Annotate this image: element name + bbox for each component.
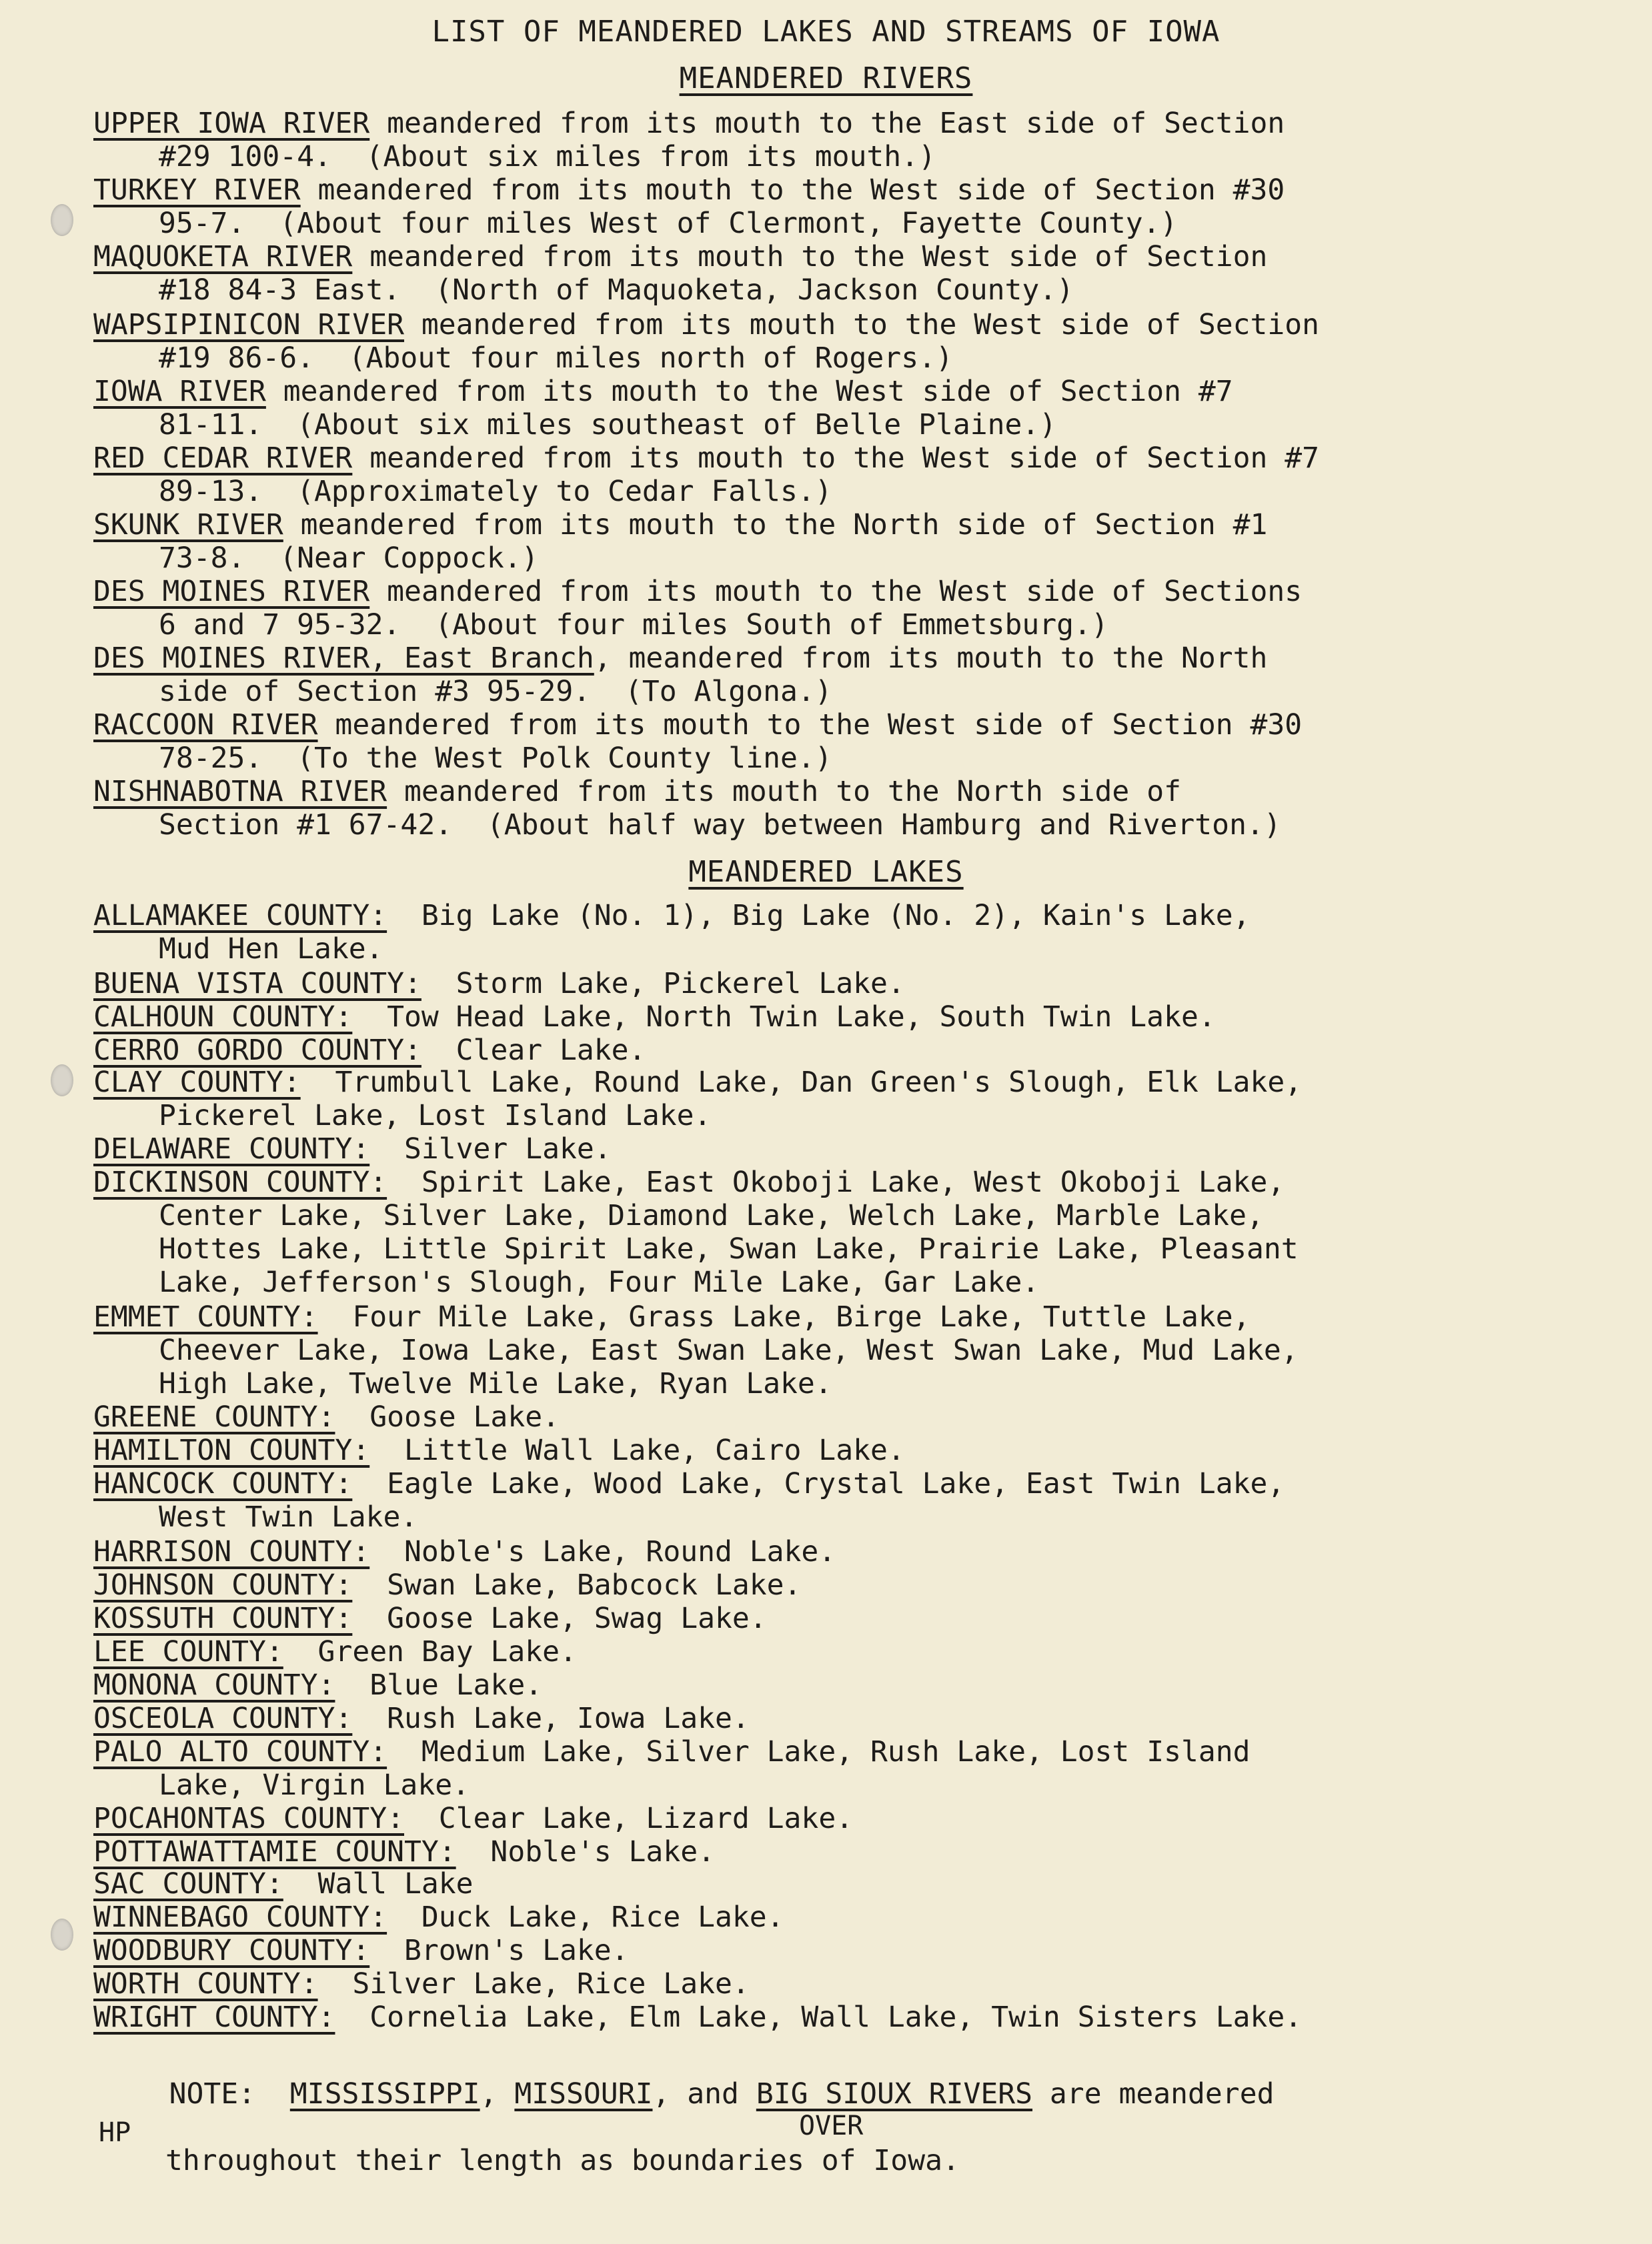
county-entry (93, 899, 1627, 966)
county-entry (93, 1702, 1627, 1735)
punch-hole (51, 1064, 73, 1096)
lake-list-continuation: Mud Hen Lake. (159, 932, 383, 966)
river-entry (93, 642, 1627, 708)
lake-list-continuation: Lake, Virgin Lake. (159, 1769, 470, 1802)
county-name: MONONA COUNTY: (93, 1668, 335, 1702)
note: NOTE: MISSISSIPPI, MISSOURI, and BIG SIOUX RIVERS are meandered throughout their length as boundaries of Iowa. (100, 2044, 1634, 2244)
river-text: meandered from its mouth to the West side of Section (352, 240, 1268, 273)
county-entry (93, 1901, 1627, 1934)
river-continuation: 81-11. (About six miles southeast of Belle Plaine.) (159, 408, 1057, 441)
county-entry (93, 1132, 1627, 1166)
county-entry (93, 1000, 1627, 1034)
river-text: meandered from its mouth to the West side of Section #7 (265, 375, 1233, 408)
county-entry (93, 1635, 1627, 1668)
county-name: EMMET COUNTY: (93, 1300, 318, 1334)
lake-list: Noble's Lake. (456, 1835, 715, 1869)
lake-list: Clear Lake, Lizard Lake. (404, 1802, 854, 1835)
county-entry (93, 1668, 1627, 1702)
county-entry (93, 1934, 1627, 1967)
river-text: meandered from its mouth to the North side of (387, 775, 1181, 808)
river-text: meandered from its mouth to the North side of Section #1 (283, 508, 1268, 541)
river-entry (93, 575, 1627, 642)
river-continuation: #29 100-4. (About six miles from its mouth.) (159, 140, 936, 173)
county-entry (93, 1467, 1627, 1534)
note-river: BIG SIOUX RIVERS (756, 2077, 1033, 2111)
river-name: NISHNABOTNA RIVER (93, 775, 387, 808)
river-entry (93, 375, 1627, 441)
county-name: ALLAMAKEE COUNTY: (93, 899, 387, 932)
county-name: DICKINSON COUNTY: (93, 1166, 387, 1199)
note-label: NOTE: (169, 2077, 256, 2111)
river-text: meandered from its mouth to the West side of Section (404, 308, 1320, 341)
lake-list: Storm Lake, Pickerel Lake. (421, 967, 905, 1000)
lake-list-continuation: High Lake, Twelve Mile Lake, Ryan Lake. (159, 1367, 832, 1400)
lake-list: Duck Lake, Rice Lake. (387, 1901, 784, 1934)
county-entry (93, 1066, 1627, 1132)
county-entry (93, 1602, 1627, 1635)
river-text: meandered from its mouth to the West side of Sections (369, 575, 1303, 608)
county-name: JOHNSON COUNTY: (93, 1568, 353, 1602)
river-name: TURKEY RIVER (93, 173, 301, 207)
county-name: WRIGHT COUNTY: (93, 2001, 335, 2034)
lake-list: Noble's Lake, Round Lake. (369, 1535, 836, 1568)
county-entry (93, 1568, 1627, 1602)
county-name: WORTH COUNTY: (93, 1967, 318, 2001)
lake-list: Silver Lake. (369, 1132, 612, 1166)
lake-list: Big Lake (No. 1), Big Lake (No. 2), Kain's Lake, (387, 899, 1251, 932)
lake-list: Four Mile Lake, Grass Lake, Birge Lake, Tuttle Lake, (317, 1300, 1251, 1334)
county-entry (93, 967, 1627, 1000)
county-entry (93, 1802, 1627, 1835)
river-name: WAPSIPINICON RIVER (93, 308, 404, 341)
lake-list-continuation: Pickerel Lake, Lost Island Lake. (159, 1099, 712, 1132)
footer-initials: HP (99, 2117, 131, 2148)
county-name: LEE COUNTY: (93, 1635, 283, 1668)
county-name: CERRO GORDO COUNTY: (93, 1034, 422, 1067)
county-entry (93, 1400, 1627, 1434)
county-name: WOODBURY COUNTY: (93, 1934, 370, 1967)
river-entry (93, 107, 1627, 173)
county-name: POTTAWATTAMIE COUNTY: (93, 1835, 456, 1869)
river-name: RACCOON RIVER (93, 708, 318, 742)
county-entry (93, 1867, 1627, 1901)
county-entry (93, 1166, 1627, 1299)
lake-list: Blue Lake. (335, 1668, 543, 1702)
lake-list: Medium Lake, Silver Lake, Rush Lake, Lost Island (387, 1735, 1251, 1769)
county-entry (93, 1735, 1627, 1802)
lake-list: Goose Lake. (335, 1400, 560, 1434)
punch-hole (51, 1919, 73, 1951)
county-entry (93, 1967, 1627, 2001)
lake-list: Swan Lake, Babcock Lake. (352, 1568, 802, 1602)
river-continuation: #18 84-3 East. (North of Maquoketa, Jackson County.) (159, 273, 1074, 307)
county-name: HAMILTON COUNTY: (93, 1434, 370, 1467)
document-title: LIST OF MEANDERED LAKES AND STREAMS OF IOWA (432, 15, 1220, 49)
river-name: DES MOINES RIVER, East Branch (93, 642, 594, 675)
county-name: CLAY COUNTY: (93, 1066, 301, 1099)
river-name: MAQUOKETA RIVER (93, 240, 353, 273)
county-entry (93, 1300, 1627, 1400)
lake-list-continuation: Lake, Jefferson's Slough, Four Mile Lake, Gar Lake. (159, 1266, 1040, 1299)
lake-list: Wall Lake (283, 1867, 474, 1901)
lake-list: Rush Lake, Iowa Lake. (352, 1702, 750, 1735)
river-entry (93, 708, 1627, 775)
river-continuation: #19 86-6. (About four miles north of Rogers.) (159, 341, 953, 375)
river-continuation: 78-25. (To the West Polk County line.) (159, 742, 832, 775)
lake-list-continuation: Hottes Lake, Little Spirit Lake, Swan Lake, Prairie Lake, Pleasant (159, 1232, 1299, 1266)
county-name: HANCOCK COUNTY: (93, 1467, 353, 1500)
river-continuation: 89-13. (Approximately to Cedar Falls.) (159, 475, 832, 508)
county-name: CALHOUN COUNTY: (93, 1000, 353, 1034)
river-name: DES MOINES RIVER (93, 575, 370, 608)
county-name: GREENE COUNTY: (93, 1400, 335, 1434)
county-name: DELAWARE COUNTY: (93, 1132, 370, 1166)
county-name: OSCEOLA COUNTY: (93, 1702, 353, 1735)
river-text: , meandered from its mouth to the North (594, 642, 1268, 675)
lake-list-continuation: Cheever Lake, Iowa Lake, East Swan Lake, West Swan Lake, Mud Lake, (159, 1334, 1299, 1367)
lake-list: Green Bay Lake. (283, 1635, 577, 1668)
lake-list: Little Wall Lake, Cairo Lake. (369, 1434, 905, 1467)
river-continuation: 6 and 7 95-32. (About four miles South of Emmetsburg.) (159, 608, 1108, 642)
river-entry (93, 441, 1627, 508)
river-entry (93, 173, 1627, 240)
county-entry (93, 1434, 1627, 1467)
county-name: WINNEBAGO COUNTY: (93, 1901, 387, 1934)
river-text: meandered from its mouth to the West side of Section #7 (352, 441, 1320, 475)
river-entry (93, 240, 1627, 307)
lake-list-continuation: Center Lake, Silver Lake, Diamond Lake, Welch Lake, Marble Lake, (159, 1199, 1264, 1232)
river-entry (93, 775, 1627, 842)
lake-list: Spirit Lake, East Okoboji Lake, West Okoboji Lake, (387, 1166, 1285, 1199)
county-entry (93, 1535, 1627, 1568)
note-river: MISSISSIPPI (289, 2077, 480, 2111)
river-entry (93, 508, 1627, 575)
county-name: KOSSUTH COUNTY: (93, 1602, 353, 1635)
lake-list: Goose Lake, Swag Lake. (352, 1602, 767, 1635)
river-name: SKUNK RIVER (93, 508, 283, 541)
county-name: POCAHONTAS COUNTY: (93, 1802, 404, 1835)
river-name: RED CEDAR RIVER (93, 441, 353, 475)
river-continuation: 73-8. (Near Coppock.) (159, 541, 539, 575)
rivers-heading: MEANDERED RIVERS (679, 61, 973, 95)
river-text: meandered from its mouth to the East side of Section (369, 107, 1285, 140)
note-continuation: throughout their length as boundaries of Iowa. (165, 2144, 960, 2177)
river-name: IOWA RIVER (93, 375, 266, 408)
lake-list: Trumbull Lake, Round Lake, Dan Green's Slough, Elk Lake, (300, 1066, 1303, 1099)
lake-list: Cornelia Lake, Elm Lake, Wall Lake, Twin Sisters Lake. (335, 2001, 1303, 2034)
lake-list: Silver Lake, Rice Lake. (317, 1967, 750, 2001)
county-name: PALO ALTO COUNTY: (93, 1735, 387, 1769)
river-entry (93, 308, 1627, 375)
county-entry (93, 1835, 1627, 1869)
lake-list: Eagle Lake, Wood Lake, Crystal Lake, East Twin Lake, (352, 1467, 1285, 1500)
lake-list: Brown's Lake. (369, 1934, 629, 1967)
lake-list: Tow Head Lake, North Twin Lake, South Twin Lake. (352, 1000, 1216, 1034)
river-continuation: Section #1 67-42. (About half way between Hamburg and Riverton.) (159, 808, 1281, 842)
lake-list-continuation: West Twin Lake. (159, 1500, 418, 1534)
lakes-heading: MEANDERED LAKES (688, 855, 964, 889)
footer-over: OVER (799, 2111, 864, 2141)
river-continuation: side of Section #3 95-29. (To Algona.) (159, 675, 832, 708)
county-entry (93, 1034, 1627, 1067)
river-continuation: 95-7. (About four miles West of Clermont, Fayette County.) (159, 207, 1178, 240)
punch-hole (51, 204, 73, 236)
county-entry (93, 2001, 1627, 2034)
river-name: UPPER IOWA RIVER (93, 107, 370, 140)
lake-list: Clear Lake. (421, 1034, 646, 1067)
county-name: HARRISON COUNTY: (93, 1535, 370, 1568)
note-river: MISSOURI (514, 2077, 653, 2111)
county-name: SAC COUNTY: (93, 1867, 283, 1901)
river-text: meandered from its mouth to the West side of Section #30 (317, 708, 1303, 742)
river-text: meandered from its mouth to the West side of Section #30 (300, 173, 1285, 207)
county-name: BUENA VISTA COUNTY: (93, 967, 422, 1000)
